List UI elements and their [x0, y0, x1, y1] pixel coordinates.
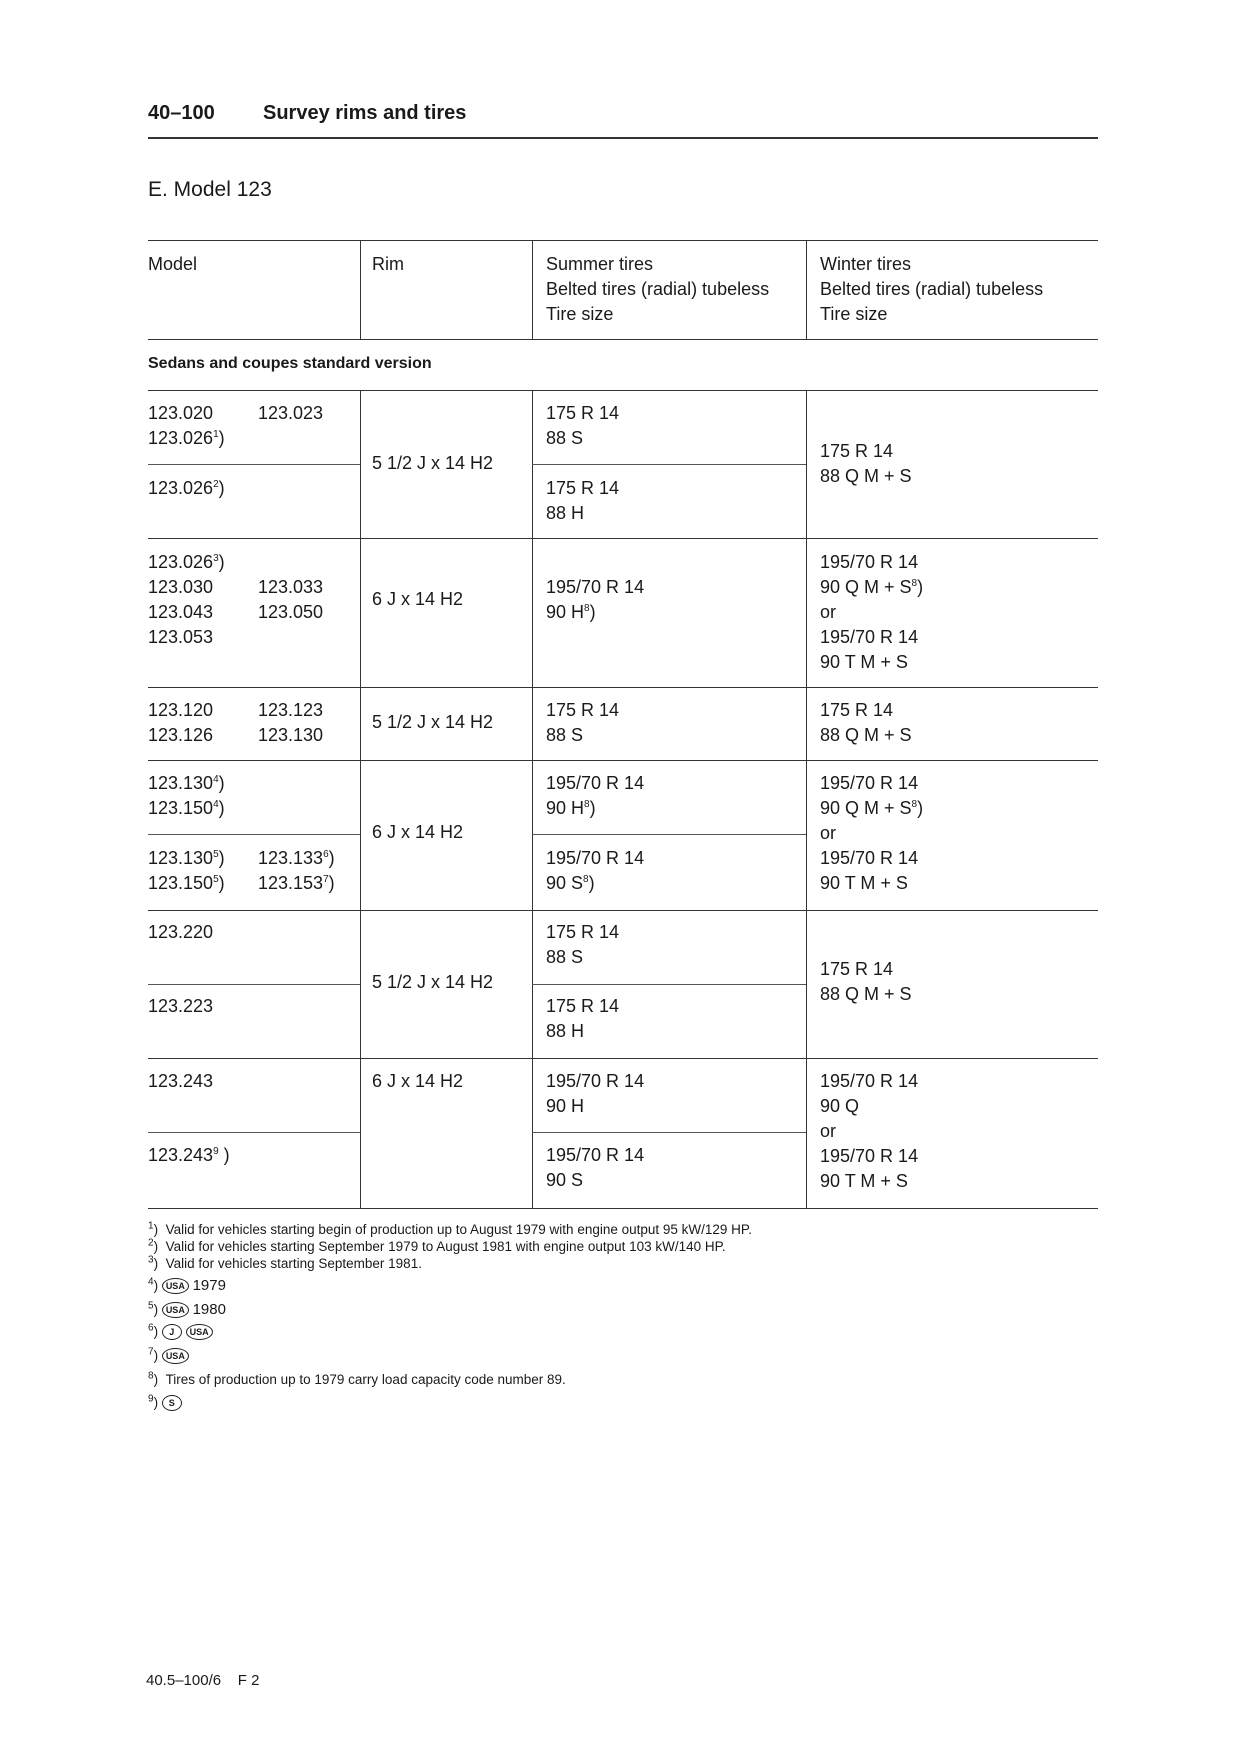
summer-header-line: Summer tires [546, 254, 654, 274]
footnote-2: $^2$) Valid for vehicles starting September 1979 to August 1981 with engine output 103 kW/140 HP. [148, 1237, 726, 1254]
footnote-4: $^4$) USA 1979 [148, 1276, 226, 1294]
sweden-badge-icon: S [162, 1395, 182, 1411]
footnote-ref: 8 [911, 799, 918, 810]
model-number: 123.023 [258, 403, 324, 423]
rim-size: 5 1/2 J x 14 H2 [372, 453, 494, 473]
footnote-mark: 6 [148, 1322, 154, 1334]
summer-tire [546, 920, 619, 970]
tire-rating: 90 S [546, 1170, 584, 1190]
page-header [148, 102, 466, 125]
table-top-rule [148, 240, 1098, 241]
model-number: 123.043 [148, 602, 214, 622]
tire-rating: 88 S [546, 725, 584, 745]
col-divider [532, 240, 533, 339]
footnote-text: Valid for vehicles starting September 1981. [165, 1256, 422, 1271]
model-number: 123.243 [148, 1145, 214, 1165]
model-number: 123.220 [148, 922, 214, 942]
tire-size: 175 R 14 [546, 922, 620, 942]
winter-tire: 195/70 R 14 90 Q $M + S^8$) or 195/70 R 14 90 T M + S [820, 771, 923, 896]
tire-rating: 90 Q M + S [820, 798, 912, 818]
tire-size: 175 R 14 [546, 478, 620, 498]
tire-rating: 90 H [546, 602, 585, 622]
footnote-ref: 4 [213, 774, 219, 785]
col-divider [806, 538, 807, 687]
tire-size: 175 R 14 [820, 959, 894, 979]
section-number: 40–100 [148, 102, 215, 124]
footnote-ref: 9 [213, 1146, 219, 1157]
alternative-or: or [820, 823, 837, 843]
model-number: 123.020 [148, 403, 214, 423]
footnote-ref: 5 [213, 849, 219, 860]
model-number: 123.130 [148, 848, 214, 868]
document-code: 40.5–100/6 [146, 1672, 222, 1689]
model-number: 123.030 [148, 577, 214, 597]
model-number: 123.026 [148, 478, 214, 498]
model-number: 123.153 [258, 873, 324, 893]
footnote-mark: 5 [148, 1300, 154, 1312]
header-bottom-rule [148, 339, 1098, 340]
group-rule [148, 760, 1098, 761]
summer-tire [546, 1143, 644, 1193]
summer-tire: 195/70 R 14 90 $H^8$) [546, 773, 645, 818]
tire-size: 195/70 R 14 [546, 577, 645, 597]
tire-rating: 88 Q M + S [820, 466, 912, 486]
footnote-9: $^9$) S [148, 1395, 182, 1411]
header-rule [148, 137, 1098, 139]
winter-header-line: Tire size [820, 304, 888, 324]
footnote-mark: 9 [148, 1393, 154, 1405]
footnote-ref: 8 [911, 578, 918, 589]
footnote-1: $^1$) Valid for vehicles starting begin of production up to August 1979 with engine output 95 kW/129 HP. [148, 1220, 752, 1237]
col-divider [360, 538, 361, 687]
winter-tire [820, 698, 912, 748]
summer-tire: 195/70 R 14 90 $S^8$) [546, 848, 645, 893]
footnote-ref: 3 [213, 553, 219, 564]
usa-badge-icon: USA [162, 1348, 189, 1364]
footnote-7: $^7$) USA [148, 1348, 189, 1364]
col-divider [532, 538, 533, 687]
col-header-summer [546, 252, 769, 327]
summer-tire [546, 476, 619, 526]
winter-tire [820, 439, 912, 489]
tire-rating: 88 H [546, 503, 585, 523]
row-divider [532, 1132, 806, 1133]
footnote-mark: 8 [148, 1370, 154, 1382]
model-number: 123.026 [148, 552, 214, 572]
col-header-winter [820, 252, 1043, 327]
model-number: 123.150 [148, 873, 214, 893]
tire-rating: 90 Q M + S [820, 577, 912, 597]
group-rule [148, 1058, 1098, 1059]
footnote-mark: 4 [148, 1276, 154, 1288]
model-number: 123.126 [148, 725, 214, 745]
tire-rating: 88 Q M + S [820, 984, 912, 1004]
summer-header-line: Belted tires (radial) tubeless [546, 279, 770, 299]
page-title: Survey rims and tires [263, 102, 467, 124]
footnote-mark: 1 [148, 1220, 154, 1232]
col-divider [360, 240, 361, 339]
row-divider [532, 464, 806, 465]
summer-tire [546, 1069, 644, 1119]
footnote-ref: 5 [213, 874, 219, 885]
footnote-3: $^3$) Valid for vehicles starting September 1981. [148, 1254, 422, 1271]
model-cell: 123.243$^9$ ) [148, 1145, 230, 1165]
summer-tire [546, 698, 619, 748]
footnote-8: $^8$) Tires of production up to 1979 carry load capacity code number 89. [148, 1370, 566, 1387]
tire-size: 195/70 R 14 [820, 848, 919, 868]
footnote-5: $^5$) USA 1980 [148, 1300, 226, 1318]
tire-size: 195/70 R 14 [820, 773, 919, 793]
footnote-mark: 3 [148, 1254, 154, 1266]
footnote-mark: 7 [148, 1346, 154, 1358]
rim-size: 6 J x 14 H2 [372, 822, 464, 842]
summer-header-line: Tire size [546, 304, 614, 324]
row-divider [532, 834, 806, 835]
revision: F 2 [237, 1672, 260, 1689]
summer-tire: 195/70 R 14 90 $H^8$) [546, 577, 645, 622]
tire-rating: 90 H [546, 798, 585, 818]
col-divider [360, 760, 361, 910]
col-divider [532, 760, 533, 910]
group-rule [148, 538, 1098, 539]
tire-rating: 90 T M + S [820, 1171, 908, 1191]
tire-rating: 88 S [546, 947, 584, 967]
model-number: 123.053 [148, 627, 214, 647]
tire-size: 195/70 R 14 [546, 773, 645, 793]
row-divider [148, 464, 360, 465]
tire-size: 195/70 R 14 [546, 1071, 645, 1091]
row-divider [532, 984, 806, 985]
model-cell: 123.020 123.023 123.026$^1$) [148, 403, 324, 448]
tire-rating: 88 Q M + S [820, 725, 912, 745]
col-divider [360, 390, 361, 538]
model-cell [148, 698, 323, 748]
model-number: 123.123 [258, 700, 324, 720]
model-number: 123.223 [148, 996, 214, 1016]
table-bottom-rule [148, 1208, 1098, 1209]
col-divider [532, 687, 533, 760]
tire-size: 175 R 14 [820, 441, 894, 461]
footnote-text: 1980 [192, 1301, 226, 1318]
summer-tire [546, 401, 619, 451]
section-label: Sedans and coupes standard version [148, 355, 432, 372]
usa-badge-icon: USA [162, 1278, 189, 1294]
rim-size: 5 1/2 J x 14 H2 [372, 712, 494, 732]
winter-header-line: Winter tires [820, 254, 912, 274]
model-number: 123.120 [148, 700, 214, 720]
footnote-ref: 8 [584, 603, 590, 614]
alternative-or: or [820, 602, 837, 622]
tire-size: 195/70 R 14 [820, 1071, 919, 1091]
japan-badge-icon: J [162, 1324, 182, 1340]
winter-header-line: Belted tires (radial) tubeless [820, 279, 1044, 299]
col-divider [806, 240, 807, 339]
footnote-text: 1979 [192, 1277, 226, 1294]
model-number: 123.026 [148, 428, 214, 448]
usa-badge-icon: USA [186, 1324, 213, 1340]
model-cell: 123.130$^5$) 123.133$^6$) 123.150$^5$) 123.153$^7$) [148, 848, 335, 893]
col-divider [806, 687, 807, 760]
footnote-mark: 2 [148, 1237, 154, 1249]
tire-size: 175 R 14 [546, 403, 620, 423]
col-divider [806, 390, 807, 538]
winter-tire [820, 957, 912, 1007]
row-divider [148, 984, 360, 985]
col-divider [806, 910, 807, 1058]
model-cell: 123.026$^3$) 123.030 123.033 123.043 123.050 123.053 [148, 552, 324, 647]
tire-rating: 90 H [546, 1096, 585, 1116]
col-divider [360, 1058, 361, 1208]
page-footer [146, 1672, 259, 1689]
subtitle: E. Model 123 [148, 178, 272, 201]
model-number: 123.130 [258, 725, 324, 745]
alternative-or: or [820, 1121, 837, 1141]
group-rule [148, 910, 1098, 911]
tire-rating: 90 Q [820, 1096, 860, 1116]
tire-size: 195/70 R 14 [546, 1145, 645, 1165]
summer-tire [546, 994, 619, 1044]
model-number: 123.130 [148, 773, 214, 793]
winter-tire [820, 1069, 918, 1194]
col-divider [532, 1058, 533, 1208]
tire-rating: 90 S [546, 873, 584, 893]
model-number: 123.033 [258, 577, 324, 597]
row-divider [148, 1132, 360, 1133]
col-divider [806, 760, 807, 910]
model-cell: 123.026$^2$) [148, 478, 225, 498]
footnote-6: $^6$) J USA [148, 1324, 213, 1340]
footnote-ref: 2 [213, 479, 219, 490]
rim-size: 6 J x 14 H2 [372, 589, 464, 609]
tire-rating: 90 T M + S [820, 652, 908, 672]
model-number: 123.243 [148, 1071, 214, 1091]
footnote-text: Valid for vehicles starting September 1979 to August 1981 with engine output 103 kW/140 HP. [165, 1239, 726, 1254]
footnote-ref: 6 [323, 849, 329, 860]
footnote-ref: 1 [213, 429, 219, 440]
model-number: 123.133 [258, 848, 324, 868]
tire-rating: 90 T M + S [820, 873, 908, 893]
rim-size: 5 1/2 J x 14 H2 [372, 972, 494, 992]
tire-size: 195/70 R 14 [820, 552, 919, 572]
footnote-text: Tires of production up to 1979 carry load capacity code number 89. [165, 1372, 566, 1387]
col-divider [360, 687, 361, 760]
usa-badge-icon: USA [162, 1302, 189, 1318]
group-rule [148, 390, 1098, 391]
model-cell: 123.130$^4$) 123.150$^4$) [148, 773, 225, 818]
footnote-ref: 4 [213, 799, 219, 810]
tire-rating: 88 S [546, 428, 584, 448]
model-number: 123.150 [148, 798, 214, 818]
tire-size: 195/70 R 14 [820, 1146, 919, 1166]
tire-size: 175 R 14 [546, 996, 620, 1016]
col-header-model: Model [148, 254, 198, 274]
tire-size: 195/70 R 14 [546, 848, 645, 868]
rim-size: 6 J x 14 H2 [372, 1071, 464, 1091]
group-rule [148, 687, 1098, 688]
row-divider [148, 834, 360, 835]
col-divider [806, 1058, 807, 1208]
footnote-ref: 7 [323, 874, 329, 885]
footnote-ref: 8 [584, 799, 590, 810]
tire-size: 195/70 R 14 [820, 627, 919, 647]
footnote-ref: 8 [583, 874, 589, 885]
tire-rating: 88 H [546, 1021, 585, 1041]
footnote-text: Valid for vehicles starting begin of production up to August 1979 with engine output 95 kW/129 HP. [165, 1222, 752, 1237]
tire-size: 175 R 14 [546, 700, 620, 720]
col-divider [360, 910, 361, 1058]
winter-tire: 195/70 R 14 90 Q $M + S^8$) or 195/70 R 14 90 T M + S [820, 550, 923, 675]
col-header-rim: Rim [372, 254, 404, 274]
model-number: 123.050 [258, 602, 324, 622]
tire-size: 175 R 14 [820, 700, 894, 720]
